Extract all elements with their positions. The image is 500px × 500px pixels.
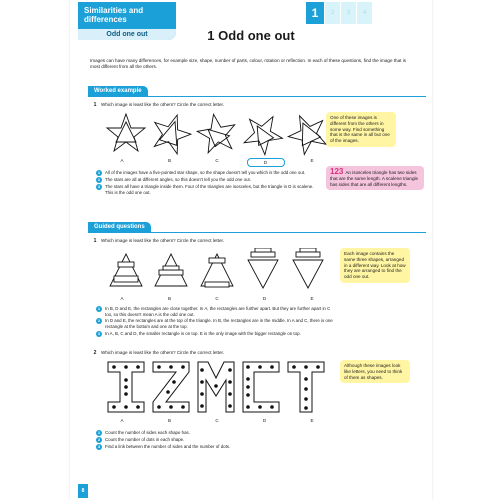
guided-q2-text: Which image is least like the others? Circle the correct letter. <box>101 350 225 355</box>
page-title: 1 Odd one out <box>207 28 295 43</box>
maths-123-icon: 123 <box>330 167 344 176</box>
step-1: 1 <box>306 2 324 24</box>
shape-d <box>248 248 278 288</box>
q1-letter-a[interactable]: A <box>120 296 124 301</box>
guided-questions-label: Guided questions <box>88 222 151 232</box>
q2-step-1: 1 Count the number of sides each shape has. <box>97 430 190 435</box>
intro-text: Images can have many differences, for example size, shape, number of parts, colour, rotation or reflection. In each of these questions, find the image that is most different from all the others. <box>90 58 407 70</box>
q1-step-3: 3 In A, B, C and D, the smaller rectangle is on top. E is the only image with the bigger rectangle on top. <box>97 330 301 336</box>
guided-q1-text: Which image is least like the others? Circle the correct letter. <box>101 238 225 243</box>
page-number: 8 <box>78 484 88 498</box>
guided-q1-hint-callout: Each image contains the same three shapes, arranged in a different way. Look at how they are arranged to find the odd one out. <box>340 248 410 283</box>
q2-letter-a[interactable]: A <box>120 418 124 423</box>
q2-step-3: 3 Find a link between the number of sides and the number of dots. <box>97 444 231 450</box>
letter-e[interactable]: E <box>310 158 314 163</box>
worked-letters <box>104 158 330 167</box>
letter-c[interactable]: C <box>215 158 219 163</box>
shape-b <box>155 254 187 286</box>
guided-q1-number: 1 <box>93 238 97 244</box>
q2-letter-c[interactable]: C <box>215 418 219 423</box>
worked-star-shapes <box>104 110 330 158</box>
q1-letter-c[interactable]: C <box>215 296 219 301</box>
guided-q1-steps <box>96 306 334 338</box>
shape-t <box>288 362 324 412</box>
star-c <box>195 111 239 154</box>
guided-q2 <box>92 350 224 356</box>
worked-question-text: Which image is least like the others? Circle the correct letter. <box>101 102 225 107</box>
topic-title: Similarities and differences <box>84 6 144 24</box>
q2-letter-b[interactable]: B <box>167 418 172 423</box>
q2-letter-e[interactable]: E <box>310 418 314 423</box>
guided-q2-steps <box>96 430 318 452</box>
letter-a[interactable]: A <box>120 158 124 163</box>
shape-z <box>153 362 189 412</box>
letter-d-circled[interactable] <box>247 158 283 167</box>
q1-step-1: 1 In B, D and E, the rectangles are close together. In A, the rectangles are further apart. But they are further apart in C too, so this doesn't mean A is the odd one out. <box>97 306 331 317</box>
shape-c <box>201 254 233 287</box>
guided-q1 <box>92 238 224 244</box>
step-4: 4 <box>357 2 372 24</box>
letter-b[interactable]: B <box>167 158 172 163</box>
guided-q2-letter-shapes <box>104 360 330 416</box>
shape-e <box>293 248 323 288</box>
q1-letter-b[interactable]: B <box>167 296 172 301</box>
q1-letter-d[interactable]: D <box>262 296 267 301</box>
guided-questions-header <box>88 222 426 233</box>
answer-circle: D <box>247 158 285 167</box>
star-a <box>107 114 145 151</box>
guided-q1-letters <box>104 296 330 301</box>
guided-q1-triangle-shapes <box>104 248 330 296</box>
star-d <box>238 110 289 158</box>
worked-step-1: 1 All of the images have a five-pointed star shape, so the shape doesn't tell you which is the odd one out. <box>97 170 306 175</box>
worked-example-label: Worked example <box>88 86 148 96</box>
q1-letter-e[interactable]: E <box>310 296 314 301</box>
worked-question <box>92 102 224 108</box>
isosceles-tip-callout <box>326 166 424 190</box>
shape-a <box>110 254 142 286</box>
worked-question-number: 1 <box>93 102 97 108</box>
isosceles-tip-text: An isosceles triangle has two sides that are the same length. A scalene triangle has sides that are all different lengths. <box>330 170 419 187</box>
star-b <box>148 110 196 156</box>
step-2: 2 <box>325 2 340 24</box>
worked-step-3: 3 The stars all have a triangle inside them. Four of the triangles are isosceles, but the triangle in D is scalene. This is the odd one out. <box>97 184 314 195</box>
topic-subtitle: Odd one out <box>78 29 176 40</box>
guided-q2-hint-callout: Although these images look like letters, you need to think of them as shapes. <box>340 360 410 383</box>
q2-letter-d[interactable]: D <box>262 418 267 423</box>
step-3: 3 <box>341 2 356 24</box>
q2-step-2: 2 Count the number of dots in each shape. <box>97 437 185 443</box>
star-e <box>282 110 330 157</box>
worked-steps <box>96 170 318 197</box>
worked-example-header <box>88 86 426 97</box>
q1-step-2: 2 In D and E, the rectangles are at the top of the triangle. In B, the rectangles are in the middle. In A and C, there is one rectangle at the bottom and one at the top. <box>97 318 333 329</box>
worked-hint-callout: One of these images is different from the others in some way. Find something that is the same in all but one of the images. <box>326 112 396 147</box>
step-nav <box>306 2 373 24</box>
worked-step-2: 2 The stars are all at different angles, so this doesn't tell you the odd one out. <box>97 177 251 183</box>
guided-q2-number: 2 <box>93 350 97 356</box>
guided-q2-letters <box>104 418 330 423</box>
